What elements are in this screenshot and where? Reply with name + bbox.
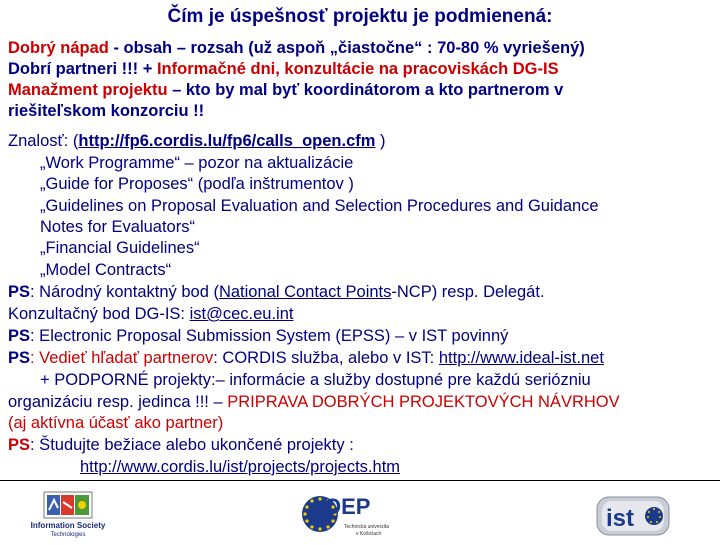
- find-partners-label: : Vedieť hľadať partnerov: [30, 349, 214, 367]
- ps-label: PS: [8, 283, 31, 301]
- prepare-proposals-text: PRIPRAVA DOBRÝCH PROJEKTOVÝCH NÁVRHOV: [227, 393, 620, 411]
- line-ncp: [8, 282, 545, 302]
- good-idea-label: Dobrý nápad: [8, 39, 109, 57]
- line-consortium: riešiteľskom konzorciu !!: [8, 102, 205, 120]
- doc-guidelines-evaluation: „Guidelines on Proposal Evaluation and Selection Procedures and Guidance: [40, 197, 599, 215]
- oep-icon: [298, 486, 418, 540]
- slide-title: Čím je úspešnosť projektu je podmienená:: [167, 6, 553, 27]
- line-good-idea: [8, 38, 585, 58]
- oep-logo-subtext-2: v Košiciach: [356, 531, 382, 537]
- management-label: Manažment projektu: [8, 81, 168, 99]
- ncp-text: : Národný kontaktný bod (: [30, 283, 219, 301]
- management-text: – kto by mal byť koordinátorom a kto partnerom v: [167, 81, 564, 99]
- information-society-icon: [14, 490, 122, 538]
- doc-financial-guidelines: „Financial Guidelines“: [40, 239, 200, 257]
- doc-model-contracts: „Model Contracts“: [40, 261, 172, 279]
- knowledge-label: Znalosť: (: [8, 132, 79, 150]
- fp6-calls-link[interactable]: http://fp6.cordis.lu/fp6/calls_open.cfm: [78, 132, 376, 150]
- ist-logo-text: ist: [606, 505, 635, 532]
- line-partners: [8, 59, 559, 79]
- ncp-link[interactable]: National Contact Points: [218, 283, 392, 301]
- good-idea-text: - obsah – rozsah (už aspoň „čiastočne“ : 70-80 % vyriešený): [108, 39, 585, 57]
- ncp-text-end: -NCP) resp. Delegát.: [391, 283, 545, 301]
- email-link[interactable]: ist@cec.eu.int: [189, 305, 294, 323]
- study-text: : Študujte bežiace alebo ukončené projekty :: [30, 436, 354, 454]
- line-organization: [8, 392, 620, 412]
- doc-guide-proposers: „Guide for Proposes“ (podľa inštrumentov ): [40, 175, 354, 193]
- cordis-text: : CORDIS služba, alebo v IST:: [213, 349, 439, 367]
- doc-work-programme: „Work Programme“ – pozor na aktualizácie: [40, 154, 354, 172]
- ist-icon: [596, 496, 670, 536]
- organization-text: organizáciu resp. jedinca !!! –: [8, 393, 228, 411]
- is-logo-subtext: Technologies: [50, 532, 86, 538]
- cordis-projects-link[interactable]: http://www.cordis.lu/ist/projects/projects.htm: [80, 458, 401, 476]
- line-study-projects: [8, 435, 354, 455]
- oep-logo-subtext-1: Technická univerzita: [344, 524, 390, 530]
- partners-label: Dobrí partneri !!! +: [8, 60, 157, 78]
- line-knowledge: [8, 131, 386, 151]
- oep-logo-text: OEP: [324, 494, 371, 519]
- line-active-partner: (aj aktívna účasť ako partner): [8, 414, 224, 432]
- line-management: [8, 80, 563, 100]
- ist-logo: [596, 496, 670, 536]
- line-projects-link: [80, 457, 400, 477]
- ps-label: PS: [8, 436, 31, 454]
- ps-label: PS: [8, 349, 31, 367]
- line-epss: [8, 326, 508, 346]
- knowledge-close: ): [375, 132, 386, 150]
- footer-divider: [0, 480, 720, 481]
- line-consult-point: [8, 304, 293, 324]
- line-support-projects: + PODPORNÉ projekty:– informácie a služby dostupné pre každú seriózniu: [40, 371, 591, 389]
- oep-logo: [298, 486, 418, 540]
- is-logo-text: Information Society: [30, 521, 106, 530]
- consult-label: Konzultačný bod DG-IS:: [8, 305, 190, 323]
- info-days-text: Informačné dni, konzultácie na pracoviskách DG-IS: [156, 60, 559, 78]
- ps-label: PS: [8, 327, 31, 345]
- epss-text: : Electronic Proposal Submission System (EPSS) – v IST povinný: [30, 327, 509, 345]
- ideal-ist-link[interactable]: http://www.ideal-ist.net: [438, 349, 604, 367]
- line-find-partners: [8, 348, 604, 368]
- information-society-logo: [14, 490, 122, 538]
- doc-notes-evaluators: Notes for Evaluators“: [40, 218, 195, 236]
